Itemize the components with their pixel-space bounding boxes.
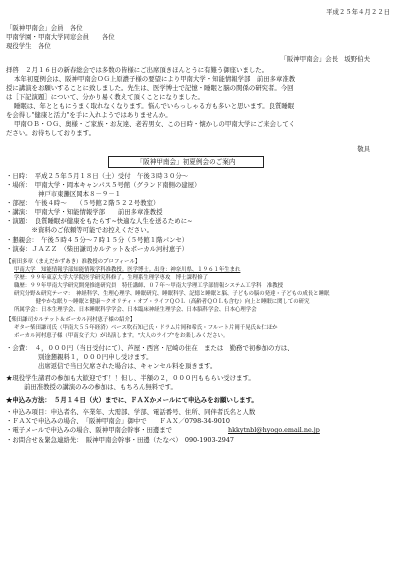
student-note: ★現役学生諸君の参加も大歓迎です！！但し、半額の２，０００円ももらい受けます。 <box>6 374 255 382</box>
performer-line-2: ボーカル河村恵子様（甲南女子大）が出演します。"大人のライブ"をお楽しみください。 <box>14 333 229 339</box>
closing-text: 敬具 <box>357 145 370 153</box>
body-line-2: 本年初夏例会は、阪神甲南会ＯＧ上原濃子様の要望により甲南大学・知能情報学部 前田多章准教 <box>14 75 296 83</box>
detail-datetime: ・日時： 平成２５年５月１８日（土）受付 午後３時３０分～ <box>6 172 189 180</box>
performer-title: 【柴田謙司カルテット＆ボーカル河村恵子様の紹介】 <box>6 317 136 323</box>
detail-topic: ・演題： 良質睡眠が健康をもたらす~快適な人生を送るために~ <box>6 217 193 225</box>
detail-speaker: ・講演： 甲南大学・知能情報学部 前田多章准教授 <box>6 208 163 216</box>
application-email-address[interactable]: hkkytnbl@hyogo.email.ne.jp <box>228 426 320 434</box>
application-fax: ・ＦＡＸで申込みの場合、 「阪神甲南会」御中で ＦＡＸ／0798-34-9010 <box>6 417 230 425</box>
profile-title: 【前田多章（まえだかずあき）准教授のプロフィール】 <box>6 259 141 265</box>
profile-line-2: 学歴：９９年東京大学大学院医学研究科修了。生理系生理学専攻 博士課程修了 <box>14 275 209 281</box>
contact-info: ・お問合せ＆緊急連絡先： 阪神甲南会幹事・田邊（たなべ） 090-1903-2947 <box>6 436 234 444</box>
detail-room: ・部屋： 午後４時～ （５号館２階５２２号教室） <box>6 199 160 207</box>
notice-title-box <box>108 156 264 168</box>
detail-reception: ・懇親会： 午後５時４５分～７時１５分（５号館１階パンセ） <box>6 236 189 244</box>
fee-line-3: 出席返信で当日欠席された場合は、キャンセル料を頂きます。 <box>6 362 217 370</box>
addressee-alumni: 甲南学園・甲南大学同窓会員 各位 <box>6 33 115 41</box>
body-line-6: を会得し"健康と活力"を手に入れようではありませんか。 <box>6 111 172 119</box>
profile-line-6: 所属学会：日本生理学会、日本睡眠科学学会、日本臨床神経生理学会、日本脳科学会、日本心理学会 <box>14 307 257 313</box>
body-line-7: 甲南ＯＢ・ＯＧ、奥様・ご家族・お友達、老若男女、この日時・懐かしの甲南大学にご来会してく <box>14 120 296 128</box>
body-line-3: 授に講演をお願いすることに致しました。先生は、医学博士で記憶・睡眠と脳の関係の研究者。今回 <box>6 84 294 92</box>
document-date: 平成２５年４月２２日 <box>326 8 390 16</box>
profile-line-3: 職歴：９９年甲南大学研究開発推進研究員 特任講師、０７年〜甲南大学理工学部情報システム工学科 准教授 <box>14 283 283 289</box>
fee-line-2: 別途懇親料１，０００円申し受けます。 <box>6 353 153 361</box>
body-line-8: ださい。お待ちしております。 <box>6 129 95 137</box>
application-items: ・申込み項目：申込者名、卒業年、大需部、学部、電話番号、住所、同伴者氏名と人数 <box>6 408 256 416</box>
detail-material-note: ※資料のご依頼等可能でお控えください。 <box>6 226 153 234</box>
profile-line-1: 甲南大学 知能情報学部知能情報学科准教授。医学博士。出身：神奈川県、１９６１年生まれ <box>14 267 241 273</box>
profile-line-5: 健やかな眠り〜睡眠と健康〜クオリティ・オブ・ライフＱＯＬ（高齢者ＱＯＬも含む）向上と睡眠に関しての研究 <box>14 299 310 305</box>
sender-name: 「阪神甲南会」会長 坂野伯夫 <box>280 55 370 63</box>
performer-line-1: ギター柴田謙司氏（甲南大５５年経済）ベース吹石知己氏・ドラム片岡和希氏・フルート片岡千晃氏＆仁ほか <box>14 325 278 331</box>
profile-line-4: 研究分野＆研究テーマ： 神経科学、生理心理学、睡眠研究、睡眠科学、記憶と睡眠と脳、子どもの脳の発達・子どもの成長と睡眠 <box>14 291 330 297</box>
detail-performance: ・演奏：ＪＡＺＺ （柴田謙司カルテット＆ボーカル河村恵子） <box>6 245 188 253</box>
addressee-students: 現役学生 各位 <box>6 42 51 50</box>
detail-address: 神戸市東灘区岡本８－９－１ <box>6 190 122 198</box>
teacher-note: 前田准教授の講演のみの参加は、もちろん無料です。 <box>24 383 177 391</box>
detail-venue: ・場所： 甲南大学・岡本キャンパス５号館（グランド南側の建屋） <box>6 181 201 189</box>
body-line-5: 睡眠は、年とともにうまく取れなくなります。悩んでいらっしゃる方も多いと思います。良質睡眠 <box>14 102 295 110</box>
notice-title: 「阪神甲南会」初夏例会のご案内 <box>136 158 236 166</box>
application-deadline: ★申込み方法： ５月１４日（火）までに、ＦＡＸかメールにて申込みをお願いします。 <box>6 396 258 404</box>
body-line-4: は［下記演題］について、分かり易く教えて頂くことになりました。 <box>6 93 204 101</box>
fee-line-1: ・会費： ４，０００円（当日受付にて）、芦屋・西宮・尼崎の住在 または 勤務で初参加の方は、 <box>6 344 294 352</box>
application-email-intro: ・電子メールで申込みの場合、阪神甲南会幹事・田邊まで <box>6 426 173 434</box>
body-line-1: 拝啓 ２月１６日の新春総会では多数の皆様にご出席頂きほんとうに有難う御座いました。 <box>6 66 269 74</box>
addressee-members: 「阪神甲南会」会員 各位 <box>6 24 83 32</box>
